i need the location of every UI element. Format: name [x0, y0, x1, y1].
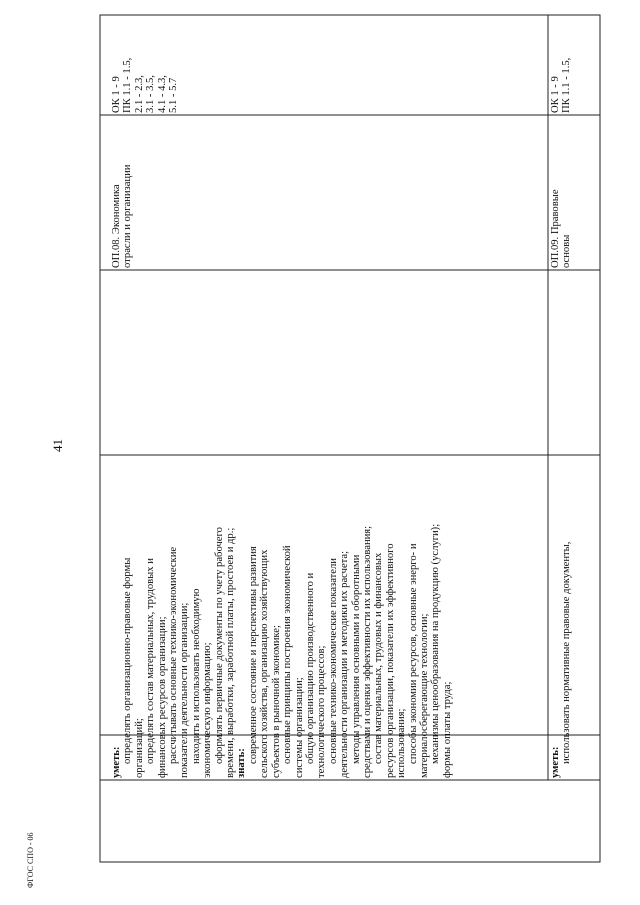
row-op09-discipline: [550, 189, 573, 268]
content-line: уметь:: [111, 746, 122, 778]
competence-line: 2.1 - 2.3,: [133, 75, 145, 113]
content-line: формы оплаты труда;: [441, 681, 453, 778]
discipline-line: ОП.08. Экономика: [111, 184, 122, 268]
row-op08-content: [111, 524, 453, 778]
row-op08-competences: [111, 58, 179, 113]
content-line: определять организационно-правовые формы: [122, 557, 134, 764]
content-line: организаций;: [133, 718, 145, 778]
content-line: использования;: [396, 708, 408, 778]
content-line: способы экономии ресурсов, основные энерго- и: [407, 543, 419, 764]
content-line: определять состав материальных, трудовых и: [145, 558, 157, 764]
competence-line: 3.1 - 3.5,: [145, 75, 157, 113]
content-line: современное состояние и перспективы развития: [247, 546, 259, 764]
competence-line: 4.1 - 4.3,: [156, 75, 168, 113]
discipline-line: отрасли и организации: [122, 164, 134, 268]
content-line: деятельности организации и методики их расчета;: [339, 550, 351, 778]
competence-line: ОК 1 - 9: [111, 76, 122, 113]
content-line: методы управления основными и оборотными: [350, 554, 362, 764]
content-line: состав материальных, трудовых и финансовых: [373, 552, 385, 764]
page-footer: ФГОС СПО - 06: [26, 832, 35, 888]
content-line: субъектов в рыночной экономике;: [270, 625, 282, 778]
discipline-line: основы: [561, 234, 573, 268]
content-line: общую организацию производственного и: [304, 572, 316, 764]
content-line: системы организации;: [293, 677, 305, 778]
row-op09-content: [550, 542, 573, 778]
discipline-line: ОП.09. Правовые: [550, 189, 561, 268]
content-line: ресурсов организации, показатели их эффективного: [384, 543, 396, 778]
competence-line: ПК 1.1 - 1.5,: [122, 57, 134, 113]
content-line: основные принципы построения экономической: [282, 545, 294, 764]
content-line: знать:: [236, 748, 248, 778]
content-line: уметь:: [550, 746, 561, 778]
content-line: находить и использовать необходимую: [190, 588, 202, 764]
row-op09-competences: [550, 58, 573, 113]
content-line: времени, выработки, заработной платы, простоев и др.;: [225, 527, 237, 778]
page-number: 41: [50, 439, 65, 452]
content-line: рассчитывать основные технико-экономические: [168, 546, 180, 764]
content-line: технологического процессов;: [316, 645, 328, 778]
competence-line: ОК 1 - 9: [550, 76, 561, 113]
row-op08-discipline: [111, 165, 134, 268]
content-line: использовать нормативные правовые документы,: [561, 541, 573, 764]
competence-line: 5.1 - 5.7: [168, 77, 180, 113]
content-line: основные технико-экономические показатели: [327, 558, 339, 764]
content-line: показатели деятельности организации;: [179, 602, 191, 778]
content-line: средствами и оценки эффективности их использования;: [361, 525, 373, 778]
content-line: экономическую информацию;: [202, 642, 214, 778]
content-line: механизмы ценообразования на продукцию (услуги);: [430, 523, 442, 764]
content-line: оформлять первичные документы по учету рабочего: [213, 527, 225, 764]
content-line: сельского хозяйства, организацию хозяйствующих: [259, 549, 271, 778]
content-line: финансовых ресурсов организации;: [156, 616, 168, 778]
competence-line: ПК 1.1 - 1.5,: [561, 57, 573, 113]
content-line: материалосберегающие технологии;: [418, 613, 430, 778]
